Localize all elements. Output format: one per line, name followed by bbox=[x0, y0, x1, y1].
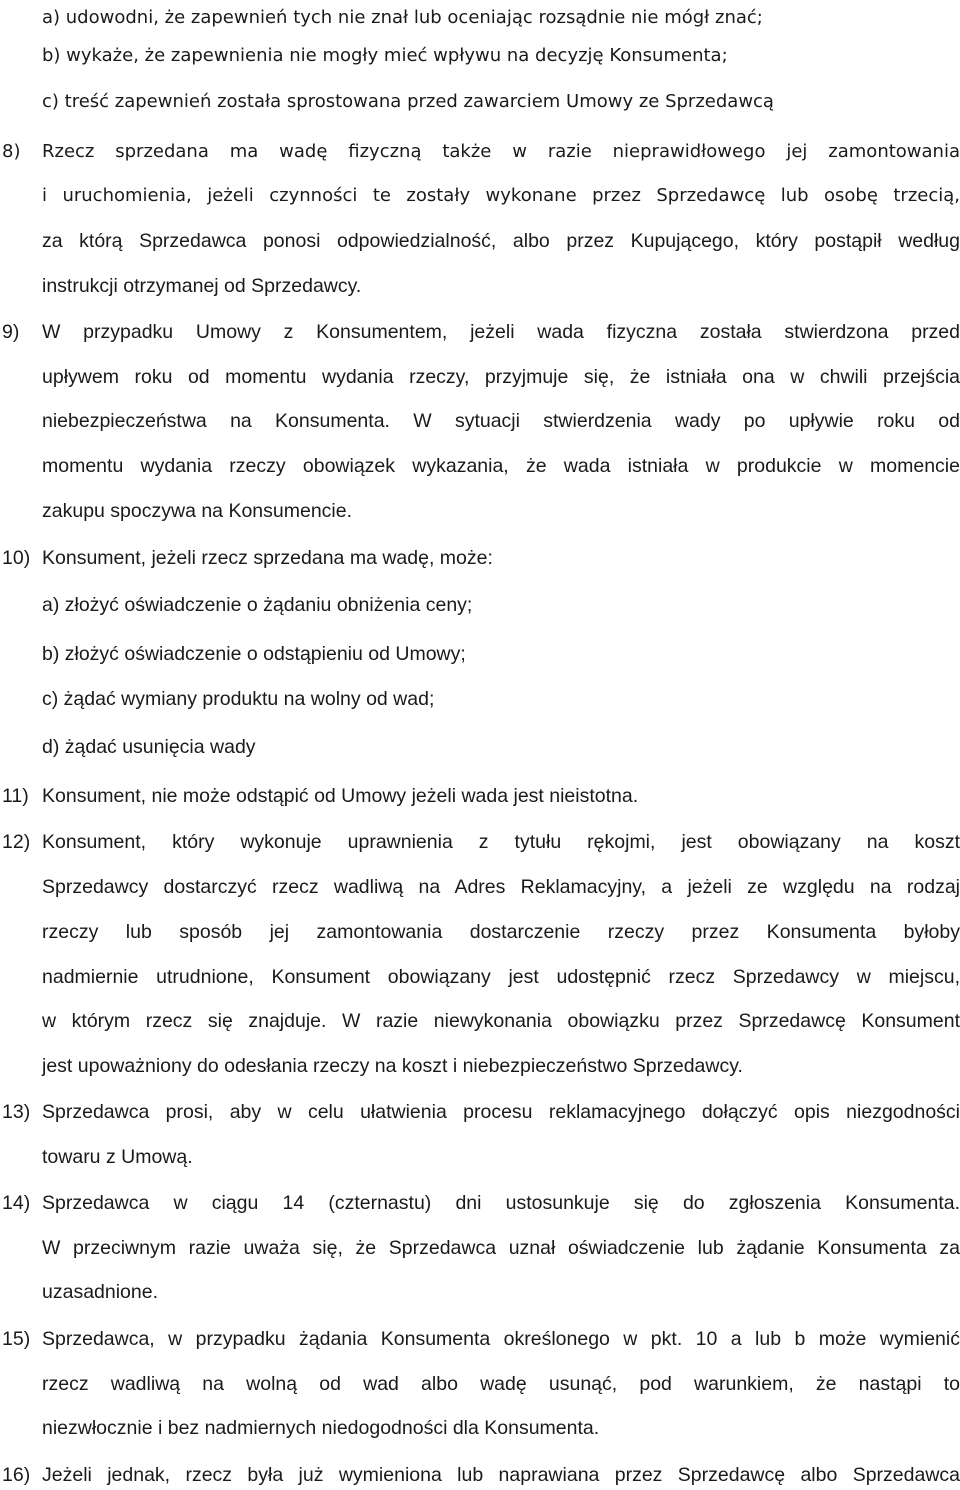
text-line: Konsument, który wykonuje uprawnienia z tytułu rękojmi, jest obowiązany na koszt bbox=[42, 831, 960, 853]
text-line: rzeczy lub sposób jej zamontowania dostarczenie rzeczy przez Konsumenta byłoby bbox=[42, 921, 960, 943]
text-line: d) żądać usunięcia wady bbox=[42, 736, 256, 758]
text-line: niebezpieczeństwa na Konsumenta. W sytuacji stwierdzenia wady po upływie roku od bbox=[42, 410, 960, 432]
text-line: W przypadku Umowy z Konsumentem, jeżeli wada fizyczna została stwierdzona przed bbox=[42, 321, 960, 343]
text-line: c) żądać wymiany produktu na wolny od wad; bbox=[42, 688, 435, 710]
text-line: i uruchomienia, jeżeli czynności te zostały wykonane przez Sprzedawcę lub osobę trzecią, bbox=[42, 185, 960, 206]
text-line: Sprzedawca w ciągu 14 (czternastu) dni ustosunkuje się do zgłoszenia Konsumenta. bbox=[42, 1192, 960, 1214]
item-number: 15) bbox=[2, 1328, 31, 1350]
item-number: 16) bbox=[2, 1464, 31, 1486]
text-line: b) złożyć oświadczenie o odstąpieniu od Umowy; bbox=[42, 643, 466, 665]
text-line: jest upoważniony do odesłania rzeczy na koszt i niebezpieczeństwo Sprzedawcy. bbox=[42, 1055, 743, 1077]
item-number: 10) bbox=[2, 547, 31, 569]
text-line: a) udowodni, że zapewnień tych nie znał lub oceniając rozsądnie nie mógł znać; bbox=[42, 7, 763, 28]
text-line: niezwłocznie i bez nadmiernych niedogodności dla Konsumenta. bbox=[42, 1417, 600, 1439]
text-line: momentu wydania rzeczy obowiązek wykazania, że wada istniała w produkcie w momencie bbox=[42, 455, 960, 477]
text-line: instrukcji otrzymanej od Sprzedawcy. bbox=[42, 275, 362, 297]
text-line: zakupu spoczywa na Konsumencie. bbox=[42, 500, 353, 522]
text-line: Sprzedawca, w przypadku żądania Konsumenta określonego w pkt. 10 a lub b może wymienić bbox=[42, 1328, 960, 1350]
text-line: Rzecz sprzedana ma wadę fizyczną także w razie nieprawidłowego jej zamontowania bbox=[42, 141, 960, 162]
item-number: 9) bbox=[2, 321, 20, 343]
text-line: a) złożyć oświadczenie o żądaniu obniżenia ceny; bbox=[42, 594, 473, 616]
item-number: 13) bbox=[2, 1101, 31, 1123]
text-line: Konsument, jeżeli rzecz sprzedana ma wadę, może: bbox=[42, 547, 493, 569]
text-line: Konsument, nie może odstąpić od Umowy jeżeli wada jest nieistotna. bbox=[42, 785, 639, 807]
text-line: b) wykaże, że zapewnienia nie mogły mieć wpływu na decyzję Konsumenta; bbox=[42, 45, 728, 66]
text-line: W przeciwnym razie uważa się, że Sprzedawca uznał oświadczenie lub żądanie Konsumenta za bbox=[42, 1237, 960, 1259]
text-line: nadmiernie utrudnione, Konsument obowiązany jest udostępnić rzecz Sprzedawcy w miejscu, bbox=[42, 966, 960, 988]
text-line: Sprzedawca prosi, aby w celu ułatwienia procesu reklamacyjnego dołączyć opis niezgodności bbox=[42, 1101, 960, 1123]
text-line: upływem roku od momentu wydania rzeczy, przyjmuje się, że istniała ona w chwili przejścia bbox=[42, 366, 960, 388]
text-line: rzecz wadliwą na wolną od wad albo wadę usunąć, pod warunkiem, że nastąpi to bbox=[42, 1373, 960, 1395]
item-number: 8) bbox=[2, 141, 21, 162]
text-line: uzasadnione. bbox=[42, 1281, 159, 1303]
text-line: Sprzedawcy dostarczyć rzecz wadliwą na Adres Reklamacyjny, a jeżeli ze względu na rodzaj bbox=[42, 876, 960, 898]
item-number: 12) bbox=[2, 831, 31, 853]
text-line: w którym rzecz się znajduje. W razie niewykonania obowiązku przez Sprzedawcę Konsument bbox=[42, 1010, 960, 1032]
text-line: Jeżeli jednak, rzecz była już wymieniona lub naprawiana przez Sprzedawcę albo Sprzedawca bbox=[42, 1464, 960, 1486]
item-number: 14) bbox=[2, 1192, 31, 1214]
text-line: za którą Sprzedawca ponosi odpowiedzialność, albo przez Kupującego, który postąpił według bbox=[42, 230, 960, 252]
item-number: 11) bbox=[2, 785, 29, 807]
text-line: towaru z Umową. bbox=[42, 1146, 193, 1168]
text-line: c) treść zapewnień została sprostowana przed zawarciem Umowy ze Sprzedawcą bbox=[42, 91, 774, 112]
